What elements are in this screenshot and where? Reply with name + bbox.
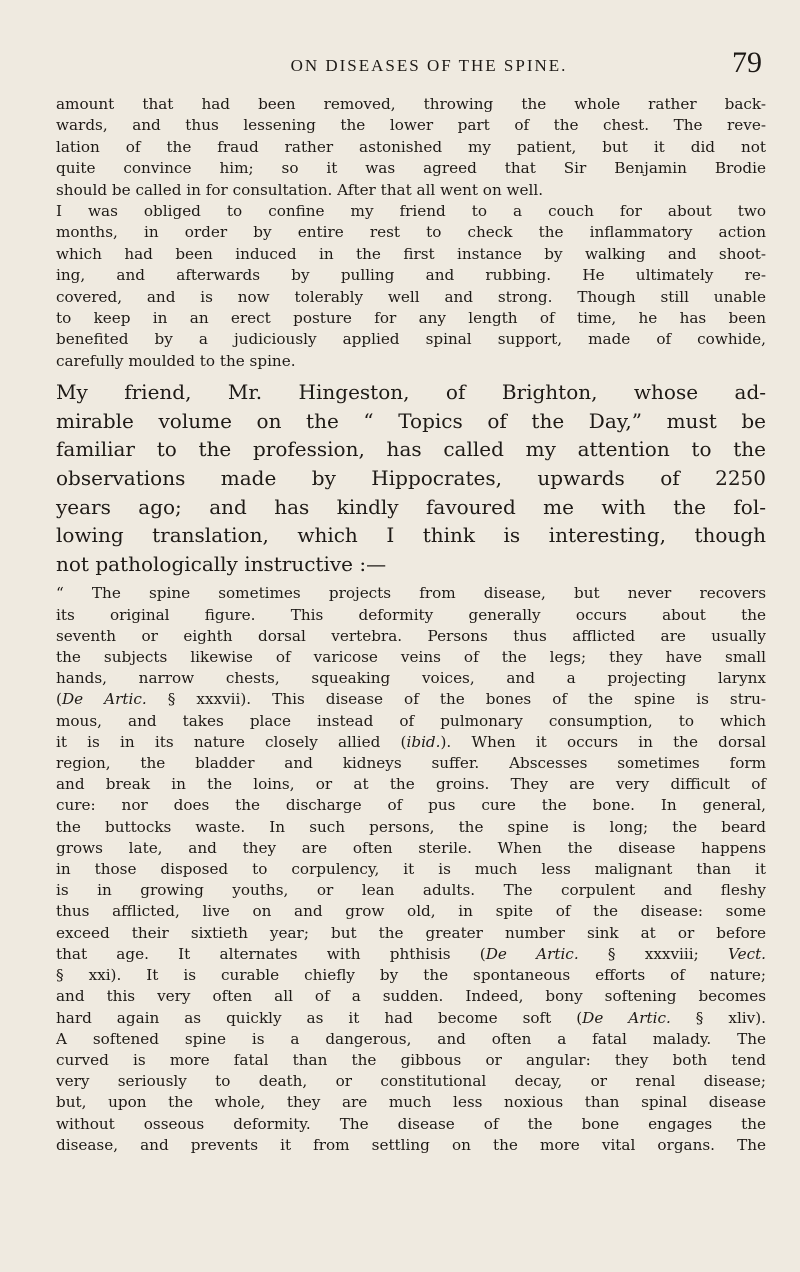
text-line: carefully moulded to the spine. (56, 351, 296, 370)
text-line: cure: nor does the discharge of pus cure the bone. In general, (56, 796, 766, 815)
text-line: seventh or eighth dorsal vertebra. Persons thus afflicted are usually (56, 626, 766, 645)
text-line: it is in its nature closely allied (ibid.). When it occurs in the dorsal (56, 732, 766, 751)
text-line: mous, and takes place instead of pulmonary consumption, to which (56, 711, 766, 730)
text-line: lation of the fraud rather astonished my patient, but it did not (56, 137, 766, 156)
running-head (96, 46, 762, 82)
paragraph-hippocrates-quotation (56, 583, 766, 1155)
text-line: without osseous deformity. The disease of the bone engages the (56, 1114, 766, 1133)
paragraph-case-conclusion (56, 94, 766, 372)
text-line: thus afflicted, live on and grow old, in spite of the disease: some (56, 902, 766, 921)
text-line: and this very often all of a sudden. Indeed, bony softening becomes (56, 987, 766, 1006)
text-line: the subjects likewise of varicose veins of the legs; they have small (56, 648, 766, 667)
text-line: wards, and thus lessening the lower part of the chest. The reve- (56, 116, 766, 135)
text-line: which had been induced in the first instance by walking and shoot- (56, 244, 766, 263)
text-line: is in growing youths, or lean adults. The corpulent and fleshy (56, 881, 766, 900)
text-line: very seriously to death, or constitutional decay, or renal disease; (56, 1072, 766, 1091)
text-line: to keep in an erect posture for any length of time, he has been (56, 309, 766, 328)
body-text (56, 94, 766, 1156)
text-line: § xxi). It is curable chiefly by the spontaneous efforts of nature; (56, 966, 766, 985)
text-line: A softened spine is a dangerous, and often a fatal malady. The (56, 1029, 766, 1048)
text-line: not pathologically instructive :— (56, 551, 387, 576)
text-line: should be called in for consultation. After that all went on well. (56, 180, 544, 199)
text-line: I was obliged to confine my friend to a couch for about two (56, 202, 766, 221)
page-number: 79 (732, 46, 762, 79)
text-line: benefited by a judiciously applied spinal support, made of cowhide, (56, 330, 766, 349)
text-line: familiar to the profession, has called my attention to the (56, 437, 766, 462)
text-line: observations made by Hippocrates, upwards of 2250 (56, 466, 766, 491)
text-line: the buttocks waste. In such persons, the spine is long; the beard (56, 817, 766, 836)
text-line: region, the bladder and kidneys suffer. Abscesses sometimes form (56, 754, 766, 773)
text-line: grows late, and they are often sterile. When the disease happens (56, 838, 766, 857)
text-line: disease, and prevents it from settling on the more vital organs. The (56, 1135, 766, 1154)
text-line: hands, narrow chests, squeaking voices, and a projecting larynx (56, 669, 766, 688)
text-line: “ The spine sometimes projects from disease, but never recovers (56, 584, 766, 603)
text-line: My friend, Mr. Hingeston, of Brighton, whose ad- (56, 380, 766, 405)
text-line: years ago; and has kindly favoured me with the fol- (56, 494, 766, 519)
text-line: that age. It alternates with phthisis (De Artic. § xxxviii; Vect. (56, 944, 767, 963)
text-line: months, in order by entire rest to check the inflammatory action (56, 223, 766, 242)
text-line: (De Artic. § xxxvii). This disease of the bones of the spine is stru- (56, 690, 766, 709)
text-line: exceed their sixtieth year; but the greater number sink at or before (56, 923, 766, 942)
paragraph-hingeston-introduction (56, 378, 766, 578)
text-line: mirable volume on the “ Topics of the Day,” must be (56, 408, 766, 433)
text-line: in those disposed to corpulency, it is much less malignant than it (56, 860, 766, 879)
text-line: and break in the loins, or at the groins. They are very difficult of (56, 775, 766, 794)
text-line: covered, and is now tolerably well and strong. Though still unable (56, 287, 766, 306)
text-line: lowing translation, which I think is interesting, though (56, 523, 766, 548)
text-line: quite convince him; so it was agreed that Sir Benjamin Brodie (56, 159, 766, 178)
text-line: amount that had been removed, throwing the whole rather back- (56, 95, 766, 113)
text-line: its original figure. This deformity generally occurs about the (56, 605, 766, 624)
text-line: hard again as quickly as it had become soft (De Artic. § xliv). (56, 1008, 766, 1027)
text-line: curved is more fatal than the gibbous or angular: they both tend (56, 1050, 766, 1069)
running-title: ON DISEASES OF THE SPINE. (290, 56, 568, 75)
text-line: but, upon the whole, they are much less noxious than spinal disease (56, 1093, 766, 1112)
text-line: ing, and afterwards by pulling and rubbing. He ultimately re- (56, 266, 766, 285)
